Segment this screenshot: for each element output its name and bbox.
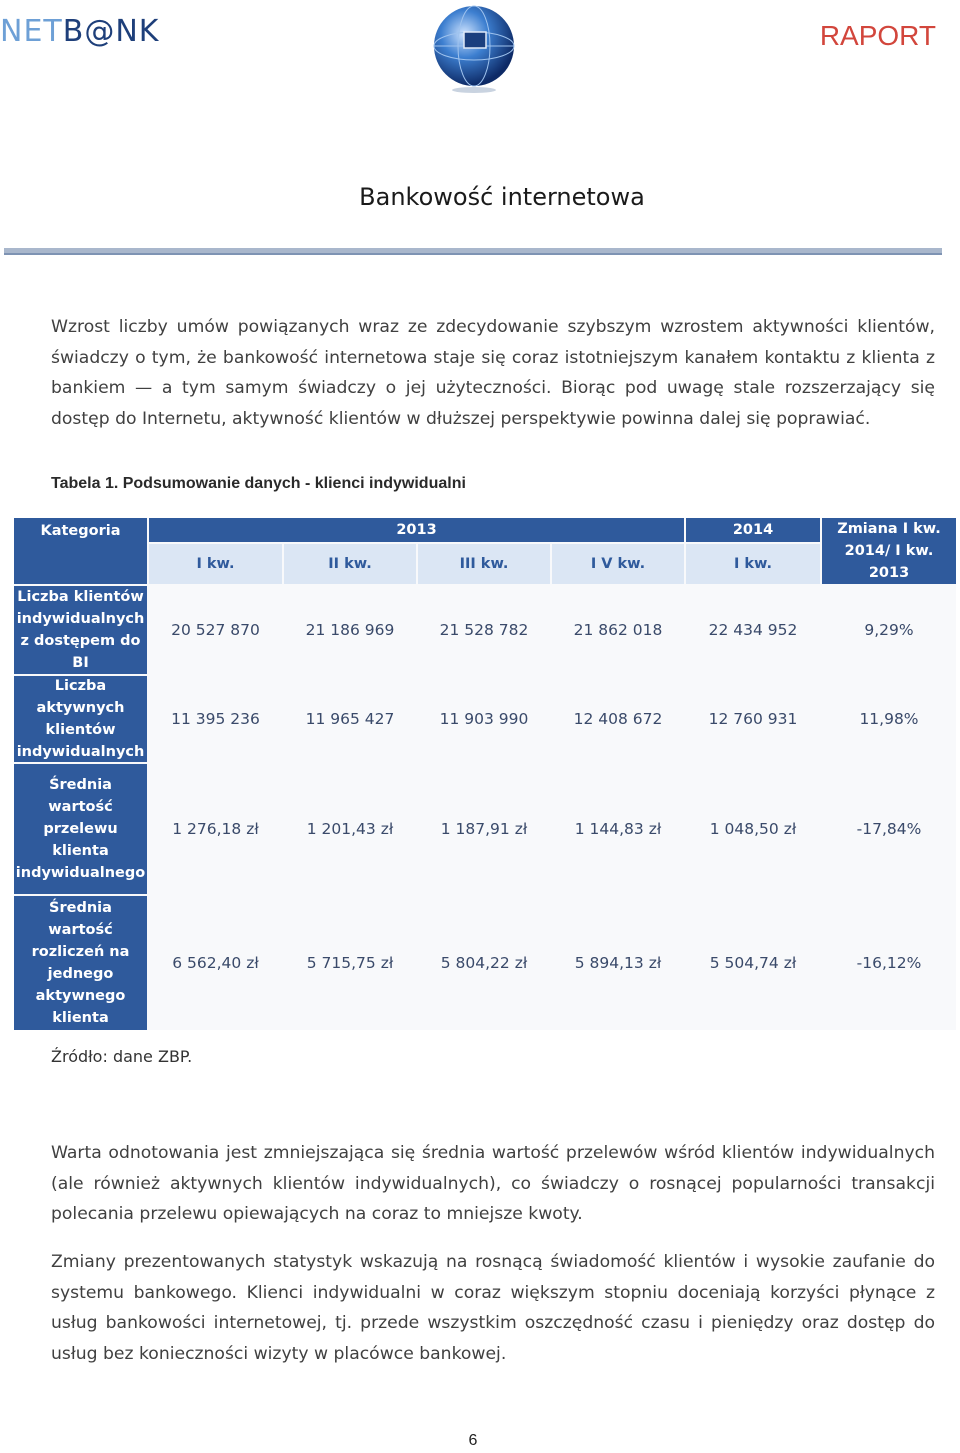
report-label: RAPORT <box>819 20 936 51</box>
row-label: Średnia wartość rozliczeń na jednego aktywnego klienta <box>14 896 147 1030</box>
table-cell: 1 201,43 zł <box>306 820 394 838</box>
logo-bank-text: B@NK <box>62 14 160 49</box>
table-cell: 21 862 018 <box>573 621 663 639</box>
year-2014-header: 2014 <box>686 518 820 542</box>
quarter-header: I kw. <box>686 544 820 584</box>
quarter-header: I kw. <box>149 544 282 584</box>
table-cell: 6 562,40 zł <box>172 954 259 972</box>
table-cell: 11 965 427 <box>305 710 395 728</box>
change-cell: -16,12% <box>856 954 922 972</box>
table-source: Źródło: dane ZBP. <box>51 1047 193 1066</box>
row-label: Liczba aktywnych klientów indywidualnych <box>14 676 147 762</box>
quarter-header: II kw. <box>284 544 416 584</box>
table-cell: 1 187,91 zł <box>440 820 528 838</box>
summary-table <box>14 518 956 1030</box>
intro-paragraph: Wzrost liczby umów powiązanych wraz ze zdecydowanie szybszym wzrostem aktywności klientów, świadczy o tym, że bankowość internetowa staje się coraz istotniejszym kanałem kontaktu z klienta z bankiem — a tym samym świadczy o jej użyteczności. Biorąc pod uwagę stale rozszerzający się dostęp do Internetu, aktywność klientów w dłuższej perspektywie powinna dalej się poprawiać. <box>51 317 935 429</box>
globe-icon <box>428 2 520 94</box>
table-cell: 5 804,22 zł <box>440 954 528 972</box>
table-cell: 20 527 870 <box>171 621 260 639</box>
table-cell: 12 760 931 <box>708 710 798 728</box>
year-2013-header: 2013 <box>149 518 684 542</box>
table-cell: 1 048,50 zł <box>709 820 797 838</box>
netbank-logo <box>0 14 159 49</box>
table-cell: 11 395 236 <box>171 710 260 728</box>
change-cell: -17,84% <box>856 820 922 838</box>
table-cell: 1 276,18 zł <box>172 820 259 838</box>
paragraph-3: Zmiany prezentowanych statystyk wskazują na rosnącą świadomość klientów i wysokie zaufanie do systemu bankowego. Klienci indywidualni w coraz większym stopniu doceniają korzyści płynące z usług bankowości internetowej, tj. przede wszystkim oszczędność czasu i pieniędzy oraz dostęp do usług bez konieczności wizyty w placówce bankowej. <box>51 1252 935 1364</box>
table-caption: Tabela 1. Podsumowanie danych - klienci indywidualni <box>51 475 466 492</box>
table-cell: 12 408 672 <box>573 710 663 728</box>
table-cell: 21 528 782 <box>439 621 529 639</box>
category-header: Kategoria <box>14 518 147 584</box>
table-cell: 1 144,83 zł <box>574 820 662 838</box>
table-cell: 5 894,13 zł <box>574 954 662 972</box>
change-cell: 11,98% <box>859 710 919 728</box>
paragraph-2: Warta odnotowania jest zmniejszająca się średnia wartość przelewów wśród klientów indywidualnych (ale również aktywnych klientów indywidualnych), co świadczy o rosnącej popularności transakcji polecania przelewu opiewających na coraz to mniejsze kwoty. <box>51 1143 935 1224</box>
change-header: Zmiana I kw. 2014/ I kw. 2013 <box>822 518 956 584</box>
table-cell: 5 715,75 zł <box>306 954 394 972</box>
title-divider <box>4 248 942 255</box>
table-cell: 22 434 952 <box>708 621 798 639</box>
quarter-header: I V kw. <box>552 544 684 584</box>
row-label: Liczba klientów indywidualnych z dostępem do BI <box>14 586 147 674</box>
table-cell: 5 504,74 zł <box>709 954 797 972</box>
table-cell: 21 186 969 <box>305 621 395 639</box>
quarter-header: III kw. <box>418 544 550 584</box>
page-number: 6 <box>468 1432 478 1449</box>
page-title: Bankowość internetowa <box>359 183 645 211</box>
logo-net-text: NET <box>0 14 63 49</box>
table-cell: 11 903 990 <box>439 710 529 728</box>
row-label: Średnia wartość przelewu klienta indywidualnego <box>14 764 147 894</box>
change-cell: 9,29% <box>864 621 914 639</box>
